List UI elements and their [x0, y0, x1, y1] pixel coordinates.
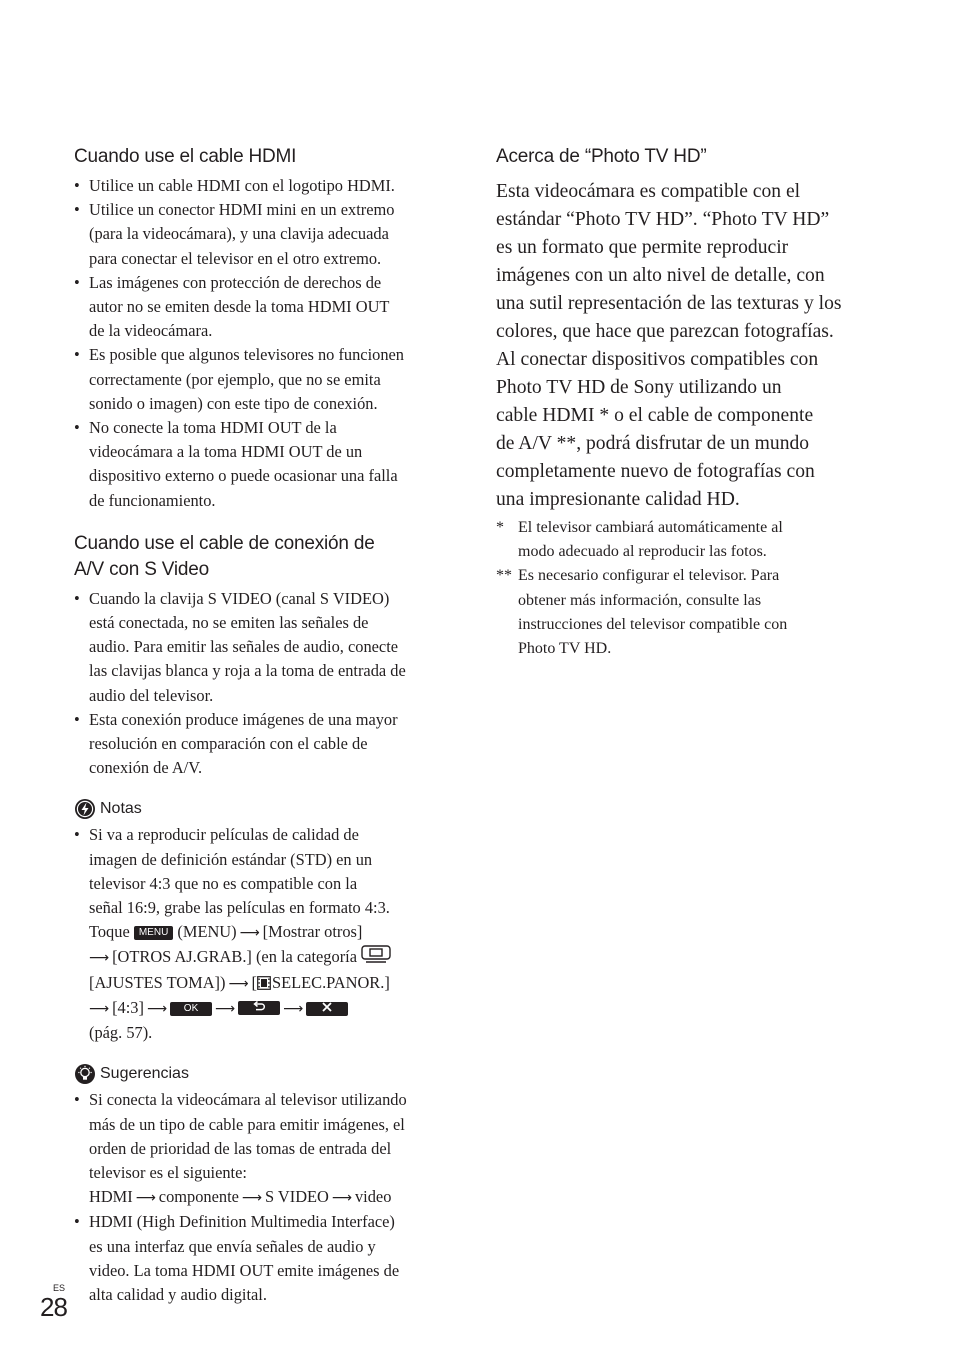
list-item: [74, 198, 446, 271]
text-line: es un formato que permite reproducir: [496, 237, 789, 258]
text-line: obtener más información, consulte las: [518, 591, 762, 609]
text-line: [89, 945, 446, 970]
text-line: • Si conecta la videocámara al televisor utilizando: [89, 1090, 407, 1110]
camera-category-icon: [361, 945, 391, 963]
text-line: imagen de definición estándar (STD) en un: [89, 849, 373, 869]
text-line: orden de prioridad de las tomas de entrada del: [89, 1138, 392, 1158]
list-item: [74, 343, 446, 416]
toque-text: Toque: [89, 922, 130, 942]
text-line: dispositivo externo o puede ocasionar una falla: [89, 466, 398, 486]
text-line: • Cuando la clavija S VIDEO (canal S VIDEO): [89, 588, 390, 608]
text-line: Photo TV HD.: [518, 640, 612, 658]
heading-line: A/V con S Video: [74, 558, 210, 580]
left-column: [74, 144, 446, 1325]
text-line: resolución en comparación con el cable de: [89, 734, 368, 754]
text-line: • Es posible que algunos televisores no funcionen: [89, 345, 404, 365]
section-sugerencias: [74, 1063, 446, 1307]
text-line: [89, 996, 446, 1021]
text-line: está conectada, no se emiten las señales de: [89, 613, 369, 633]
return-icon: [252, 1001, 266, 1013]
film-icon: [257, 976, 271, 990]
list-item: [74, 416, 446, 513]
list-item: [74, 1210, 446, 1307]
close-button[interactable]: [306, 1002, 348, 1016]
section-notas: [74, 798, 446, 1045]
text-line: instrucciones del televisor compatible con: [518, 615, 788, 633]
list-item: [74, 587, 446, 708]
text-line: una sutil representación de las texturas y los: [496, 293, 842, 314]
arrow-icon: ⟶: [89, 950, 110, 967]
menu-text: (MENU): [177, 922, 237, 942]
priority-chain: [89, 1185, 446, 1210]
tips-icon: [74, 1063, 96, 1085]
text-line: de funcionamiento.: [89, 490, 216, 510]
text-line: Al conectar dispositivos compatibles con: [496, 349, 819, 370]
text-line: conexión de A/V.: [89, 758, 203, 778]
text-line: televisor es el siguiente:: [89, 1162, 247, 1182]
text-line: de A/V **, podrá disfrutar de un mundo: [496, 433, 810, 454]
chain-item: S VIDEO: [264, 1187, 329, 1207]
text-line: correctamente (por ejemplo, que no se emita: [89, 369, 381, 389]
text-line: estándar “Photo TV HD”. “Photo TV HD”: [496, 209, 830, 230]
text-line: de la videocámara.: [89, 321, 213, 341]
arrow-icon: ⟶: [89, 1000, 110, 1017]
selec-open: [: [251, 972, 257, 992]
arrow-icon: ⟶: [283, 1000, 304, 1017]
tips-heading: [74, 1063, 446, 1085]
list-item: [74, 174, 446, 198]
text-line: [89, 971, 446, 996]
section-heading: Cuando use el cable HDMI: [74, 146, 297, 167]
arrow-icon: ⟶: [331, 1190, 352, 1207]
menu-button[interactable]: MENU: [134, 926, 173, 940]
text-line: más de un tipo de cable para emitir imágenes, el: [89, 1114, 405, 1134]
option-4-3: [4:3]: [112, 997, 144, 1017]
text-line: para conectar el televisor en el otro extremo.: [89, 248, 382, 268]
section-heading: Acerca de “Photo TV HD”: [496, 146, 707, 167]
text-line: señal 16:9, grabe las películas en formato 4:3.: [89, 898, 390, 918]
footnote-mark: **: [496, 567, 512, 585]
text-line: alta calidad y audio digital.: [89, 1284, 267, 1304]
text-line: audio del televisor.: [89, 685, 214, 705]
body-paragraph: [496, 178, 868, 514]
section-hdmi: [74, 144, 446, 513]
text-line: autor no se emiten desde la toma HDMI OUT: [89, 297, 390, 317]
chain-item: HDMI: [89, 1187, 133, 1207]
list-item: [74, 1088, 446, 1210]
text-line: Photo TV HD de Sony utilizando un: [496, 377, 782, 398]
footnote: [496, 516, 868, 564]
footnote: [496, 564, 868, 661]
list-item: [74, 708, 446, 781]
text-line: Es necesario configurar el televisor. Para: [518, 567, 780, 585]
arrow-icon: ⟶: [228, 975, 249, 992]
text-line: cable HDMI * o el cable de componente: [496, 405, 814, 426]
text-line: • No conecte la toma HDMI OUT de la: [89, 418, 337, 438]
tips-heading-label: Sugerencias: [100, 1065, 189, 1083]
list-item: [74, 823, 446, 1045]
mostrar-text: [Mostrar otros]: [262, 922, 363, 942]
text-line: • Si va a reproducir películas de calidad de: [89, 825, 359, 845]
right-column: [496, 144, 868, 661]
section-svideo: [74, 531, 446, 781]
text-line: es una interfaz que envía señales de audio y: [89, 1236, 376, 1256]
footnote-mark: *: [496, 519, 504, 536]
text-line: • Esta conexión produce imágenes de una mayor: [89, 709, 398, 729]
arrow-icon: ⟶: [215, 1000, 236, 1017]
text-line: modo adecuado al reproducir las fotos.: [518, 543, 767, 561]
text-line: imágenes con un alto nivel de detalle, con: [496, 265, 825, 286]
text-line: completamente nuevo de fotografías con: [496, 461, 815, 482]
arrow-icon: ⟶: [135, 1190, 156, 1207]
otros-text: [OTROS AJ.GRAB.] (en la categoría: [112, 947, 357, 967]
text-line: [89, 920, 446, 945]
page-language: ES: [53, 1283, 66, 1293]
text-line: El televisor cambiará automáticamente al: [518, 519, 783, 536]
arrow-icon: ⟶: [241, 1190, 262, 1207]
notes-heading-label: Notas: [100, 800, 142, 818]
text-line: televisor 4:3 que no es compatible con la: [89, 873, 358, 893]
chain-item: video: [354, 1187, 392, 1207]
text-line: • Utilice un conector HDMI mini en un extremo: [89, 200, 395, 220]
text-line: • HDMI (High Definition Multimedia Interface): [89, 1212, 395, 1232]
close-icon: [322, 1002, 332, 1012]
text-line: colores, que hace que parezcan fotografías.: [496, 321, 834, 342]
text-line: sonido o imagen) con este tipo de conexión.: [89, 393, 378, 413]
heading-line: Cuando use el cable de conexión de: [74, 532, 375, 554]
ok-button[interactable]: OK: [170, 1002, 212, 1016]
text-line: videocámara a la toma HDMI OUT de un: [89, 442, 363, 462]
text-line: (pág. 57).: [89, 1023, 153, 1043]
text-line: (para la videocámara), y una clavija adecuada: [89, 224, 389, 244]
selec-text: SELEC.PANOR.]: [272, 972, 390, 992]
section-heading: [74, 531, 446, 583]
text-line: audio. Para emitir las señales de audio, conecte: [89, 637, 399, 657]
text-line: • Utilice un cable HDMI con el logotipo HDMI.: [89, 176, 395, 195]
text-line: las clavijas blanca y roja a la toma de entrada de: [89, 661, 406, 681]
page-number: 28: [40, 1292, 67, 1322]
chain-item: componente: [158, 1187, 239, 1207]
notes-heading: [74, 798, 446, 820]
text-line: • Las imágenes con protección de derechos de: [89, 272, 382, 292]
arrow-icon: ⟶: [239, 925, 260, 942]
footnotes: [496, 516, 868, 661]
text-line: una impresionante calidad HD.: [496, 489, 740, 510]
arrow-icon: ⟶: [146, 1000, 168, 1017]
notes-icon: [74, 798, 96, 820]
return-button[interactable]: [238, 1001, 280, 1015]
text-line: Esta videocámara es compatible con el: [496, 181, 801, 202]
ajustes-text: [AJUSTES TOMA]): [89, 972, 226, 992]
text-line: video. La toma HDMI OUT emite imágenes de: [89, 1260, 400, 1280]
list-item: [74, 271, 446, 344]
